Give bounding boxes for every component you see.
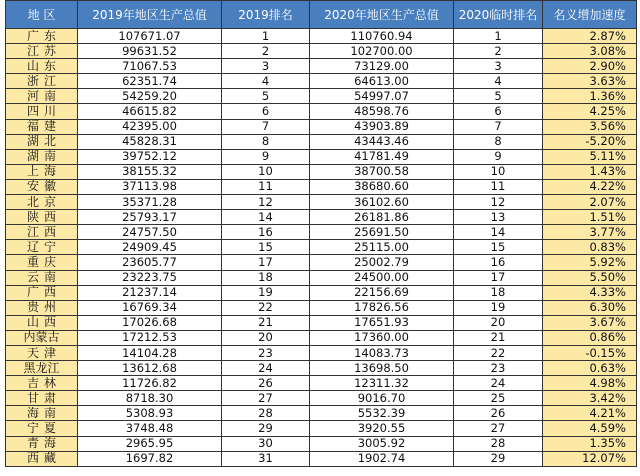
cell-growth-rate: 4.22% (543, 179, 637, 194)
cell-region: 重庆 (6, 255, 78, 270)
cell-gdp-2020: 17360.00 (310, 330, 454, 345)
cell-gdp-2020: 48598.76 (310, 104, 454, 119)
cell-rank-2020: 26 (454, 406, 543, 421)
cell-gdp-2020: 110760.94 (310, 29, 454, 44)
cell-growth-rate: 0.86% (543, 330, 637, 345)
header-rank-2019: 2019排名 (222, 1, 310, 29)
cell-gdp-2019: 54259.20 (78, 89, 222, 104)
cell-gdp-2020: 38700.58 (310, 164, 454, 179)
cell-gdp-2020: 17651.93 (310, 315, 454, 330)
cell-gdp-2019: 37113.98 (78, 179, 222, 194)
gdp-table-sheet (5, 0, 636, 467)
cell-rank-2019: 31 (222, 451, 310, 466)
cell-growth-rate: 3.08% (543, 44, 637, 59)
cell-region: 陕西 (6, 210, 78, 225)
cell-gdp-2019: 5308.93 (78, 406, 222, 421)
cell-gdp-2019: 62351.74 (78, 74, 222, 89)
cell-gdp-2020: 36102.60 (310, 195, 454, 210)
cell-gdp-2020: 25691.50 (310, 225, 454, 240)
cell-rank-2019: 18 (222, 270, 310, 285)
cell-gdp-2019: 14104.28 (78, 345, 222, 360)
table-row (6, 104, 637, 119)
cell-rank-2020: 25 (454, 391, 543, 406)
cell-growth-rate: 4.59% (543, 421, 637, 436)
cell-region: 河南 (6, 89, 78, 104)
cell-rank-2019: 2 (222, 44, 310, 59)
header-rank-2020: 2020临时排名 (454, 1, 543, 29)
table-row (6, 330, 637, 345)
table-row (6, 179, 637, 194)
cell-region: 天津 (6, 345, 78, 360)
cell-growth-rate: -0.15% (543, 345, 637, 360)
cell-growth-rate: 1.35% (543, 436, 637, 451)
cell-growth-rate: 4.25% (543, 104, 637, 119)
cell-growth-rate: 5.11% (543, 149, 637, 164)
cell-rank-2020: 3 (454, 59, 543, 74)
table-row (6, 225, 637, 240)
table-row (6, 89, 637, 104)
cell-gdp-2019: 38155.32 (78, 164, 222, 179)
cell-gdp-2019: 13612.68 (78, 361, 222, 376)
cell-rank-2020: 12 (454, 195, 543, 210)
cell-region: 云南 (6, 270, 78, 285)
cell-region: 广西 (6, 285, 78, 300)
cell-region: 山东 (6, 59, 78, 74)
gdp-ranking-table (5, 0, 637, 467)
cell-rank-2019: 9 (222, 149, 310, 164)
cell-gdp-2019: 11726.82 (78, 376, 222, 391)
cell-region: 四川 (6, 104, 78, 119)
cell-region: 贵州 (6, 300, 78, 315)
cell-gdp-2019: 2965.95 (78, 436, 222, 451)
cell-gdp-2019: 71067.53 (78, 59, 222, 74)
cell-rank-2020: 10 (454, 164, 543, 179)
cell-gdp-2019: 8718.30 (78, 391, 222, 406)
cell-rank-2019: 10 (222, 164, 310, 179)
table-row (6, 255, 637, 270)
cell-gdp-2020: 43443.46 (310, 134, 454, 149)
cell-region: 安徽 (6, 179, 78, 194)
cell-gdp-2020: 43903.89 (310, 119, 454, 134)
cell-growth-rate: 0.83% (543, 240, 637, 255)
cell-gdp-2020: 73129.00 (310, 59, 454, 74)
table-row (6, 406, 637, 421)
cell-growth-rate: -5.20% (543, 134, 637, 149)
table-row (6, 451, 637, 466)
cell-gdp-2020: 12311.32 (310, 376, 454, 391)
cell-gdp-2020: 17826.56 (310, 300, 454, 315)
cell-region: 江西 (6, 225, 78, 240)
cell-gdp-2020: 9016.70 (310, 391, 454, 406)
cell-rank-2019: 29 (222, 421, 310, 436)
cell-gdp-2019: 3748.48 (78, 421, 222, 436)
cell-rank-2020: 6 (454, 104, 543, 119)
table-row (6, 436, 637, 451)
table-body (6, 29, 637, 467)
cell-growth-rate: 3.77% (543, 225, 637, 240)
cell-region: 广东 (6, 29, 78, 44)
table-row (6, 361, 637, 376)
cell-rank-2020: 11 (454, 179, 543, 194)
cell-gdp-2020: 3005.92 (310, 436, 454, 451)
table-row (6, 421, 637, 436)
cell-rank-2020: 2 (454, 44, 543, 59)
table-row (6, 391, 637, 406)
cell-rank-2020: 29 (454, 451, 543, 466)
cell-rank-2019: 15 (222, 240, 310, 255)
cell-gdp-2020: 14083.73 (310, 345, 454, 360)
cell-rank-2019: 27 (222, 391, 310, 406)
cell-growth-rate: 0.63% (543, 361, 637, 376)
cell-rank-2019: 6 (222, 104, 310, 119)
cell-rank-2019: 5 (222, 89, 310, 104)
cell-gdp-2020: 41781.49 (310, 149, 454, 164)
cell-rank-2020: 20 (454, 315, 543, 330)
cell-gdp-2019: 23605.77 (78, 255, 222, 270)
table-row (6, 270, 637, 285)
cell-rank-2019: 20 (222, 330, 310, 345)
cell-rank-2019: 26 (222, 376, 310, 391)
cell-growth-rate: 3.42% (543, 391, 637, 406)
cell-gdp-2020: 24500.00 (310, 270, 454, 285)
cell-gdp-2020: 64613.00 (310, 74, 454, 89)
cell-growth-rate: 6.30% (543, 300, 637, 315)
cell-rank-2019: 21 (222, 315, 310, 330)
cell-rank-2019: 3 (222, 59, 310, 74)
cell-gdp-2020: 22156.69 (310, 285, 454, 300)
header-gdp-2019: 2019年地区生产总值 (78, 1, 222, 29)
cell-gdp-2019: 23223.75 (78, 270, 222, 285)
table-row (6, 149, 637, 164)
cell-rank-2020: 4 (454, 74, 543, 89)
cell-gdp-2020: 102700.00 (310, 44, 454, 59)
cell-gdp-2019: 21237.14 (78, 285, 222, 300)
cell-gdp-2020: 25115.00 (310, 240, 454, 255)
cell-gdp-2019: 39752.12 (78, 149, 222, 164)
cell-region: 西藏 (6, 451, 78, 466)
cell-rank-2019: 17 (222, 255, 310, 270)
cell-rank-2020: 18 (454, 285, 543, 300)
table-row (6, 240, 637, 255)
cell-region: 江苏 (6, 44, 78, 59)
cell-gdp-2020: 26181.86 (310, 210, 454, 225)
cell-region: 山西 (6, 315, 78, 330)
cell-rank-2020: 14 (454, 225, 543, 240)
cell-region: 甘肃 (6, 391, 78, 406)
cell-gdp-2020: 3920.55 (310, 421, 454, 436)
table-row (6, 195, 637, 210)
cell-growth-rate: 3.63% (543, 74, 637, 89)
cell-gdp-2020: 13698.50 (310, 361, 454, 376)
cell-rank-2020: 22 (454, 345, 543, 360)
cell-growth-rate: 2.07% (543, 195, 637, 210)
cell-gdp-2019: 16769.34 (78, 300, 222, 315)
cell-rank-2020: 28 (454, 436, 543, 451)
cell-rank-2019: 12 (222, 195, 310, 210)
cell-region: 北京 (6, 195, 78, 210)
cell-region: 吉林 (6, 376, 78, 391)
cell-gdp-2019: 25793.17 (78, 210, 222, 225)
cell-region: 海南 (6, 406, 78, 421)
table-row (6, 119, 637, 134)
cell-growth-rate: 4.33% (543, 285, 637, 300)
cell-rank-2019: 14 (222, 210, 310, 225)
cell-region: 黑龙江 (6, 361, 78, 376)
cell-rank-2019: 7 (222, 119, 310, 134)
cell-growth-rate: 3.67% (543, 315, 637, 330)
cell-rank-2020: 21 (454, 330, 543, 345)
cell-gdp-2020: 5532.39 (310, 406, 454, 421)
cell-rank-2020: 5 (454, 89, 543, 104)
cell-gdp-2020: 54997.07 (310, 89, 454, 104)
cell-rank-2019: 22 (222, 300, 310, 315)
cell-growth-rate: 4.21% (543, 406, 637, 421)
cell-gdp-2019: 42395.00 (78, 119, 222, 134)
cell-gdp-2019: 17026.68 (78, 315, 222, 330)
table-row (6, 315, 637, 330)
cell-gdp-2019: 107671.07 (78, 29, 222, 44)
cell-region: 辽宁 (6, 240, 78, 255)
cell-rank-2020: 23 (454, 361, 543, 376)
table-row (6, 74, 637, 89)
cell-gdp-2019: 24757.50 (78, 225, 222, 240)
cell-region: 浙江 (6, 74, 78, 89)
cell-rank-2020: 17 (454, 270, 543, 285)
cell-growth-rate: 1.43% (543, 164, 637, 179)
cell-growth-rate: 2.90% (543, 59, 637, 74)
header-gdp-2020: 2020年地区生产总值 (310, 1, 454, 29)
table-row (6, 29, 637, 44)
table-row (6, 44, 637, 59)
header-row (6, 1, 637, 29)
cell-growth-rate: 5.92% (543, 255, 637, 270)
cell-growth-rate: 3.56% (543, 119, 637, 134)
cell-rank-2019: 8 (222, 134, 310, 149)
table-row (6, 210, 637, 225)
cell-growth-rate: 2.87% (543, 29, 637, 44)
cell-rank-2020: 24 (454, 376, 543, 391)
cell-growth-rate: 1.51% (543, 210, 637, 225)
cell-growth-rate: 1.36% (543, 89, 637, 104)
header-growth-rate: 名义增加速度 (543, 1, 637, 29)
table-row (6, 285, 637, 300)
cell-region: 青海 (6, 436, 78, 451)
cell-rank-2020: 13 (454, 210, 543, 225)
cell-rank-2019: 4 (222, 74, 310, 89)
table-row (6, 134, 637, 149)
cell-growth-rate: 5.50% (543, 270, 637, 285)
cell-gdp-2020: 38680.60 (310, 179, 454, 194)
cell-rank-2020: 16 (454, 255, 543, 270)
table-row (6, 345, 637, 360)
cell-rank-2019: 1 (222, 29, 310, 44)
cell-region: 福建 (6, 119, 78, 134)
cell-growth-rate: 12.07% (543, 451, 637, 466)
header-region: 地 区 (6, 1, 78, 29)
cell-rank-2020: 15 (454, 240, 543, 255)
cell-rank-2020: 1 (454, 29, 543, 44)
table-row (6, 376, 637, 391)
table-row (6, 59, 637, 74)
cell-gdp-2019: 24909.45 (78, 240, 222, 255)
cell-rank-2020: 7 (454, 119, 543, 134)
cell-region: 湖南 (6, 149, 78, 164)
cell-rank-2019: 19 (222, 285, 310, 300)
cell-gdp-2020: 25002.79 (310, 255, 454, 270)
cell-gdp-2019: 99631.52 (78, 44, 222, 59)
cell-rank-2019: 24 (222, 361, 310, 376)
cell-rank-2020: 19 (454, 300, 543, 315)
cell-region: 内蒙古 (6, 330, 78, 345)
cell-rank-2019: 16 (222, 225, 310, 240)
cell-gdp-2020: 1902.74 (310, 451, 454, 466)
table-row (6, 300, 637, 315)
cell-gdp-2019: 45828.31 (78, 134, 222, 149)
cell-gdp-2019: 46615.82 (78, 104, 222, 119)
cell-rank-2020: 27 (454, 421, 543, 436)
cell-rank-2019: 30 (222, 436, 310, 451)
cell-region: 湖北 (6, 134, 78, 149)
cell-rank-2019: 11 (222, 179, 310, 194)
cell-gdp-2019: 35371.28 (78, 195, 222, 210)
cell-gdp-2019: 17212.53 (78, 330, 222, 345)
cell-rank-2020: 8 (454, 134, 543, 149)
cell-rank-2019: 28 (222, 406, 310, 421)
cell-gdp-2019: 1697.82 (78, 451, 222, 466)
cell-region: 上海 (6, 164, 78, 179)
cell-rank-2020: 9 (454, 149, 543, 164)
cell-region: 宁夏 (6, 421, 78, 436)
cell-rank-2019: 23 (222, 345, 310, 360)
table-row (6, 164, 637, 179)
cell-growth-rate: 4.98% (543, 376, 637, 391)
